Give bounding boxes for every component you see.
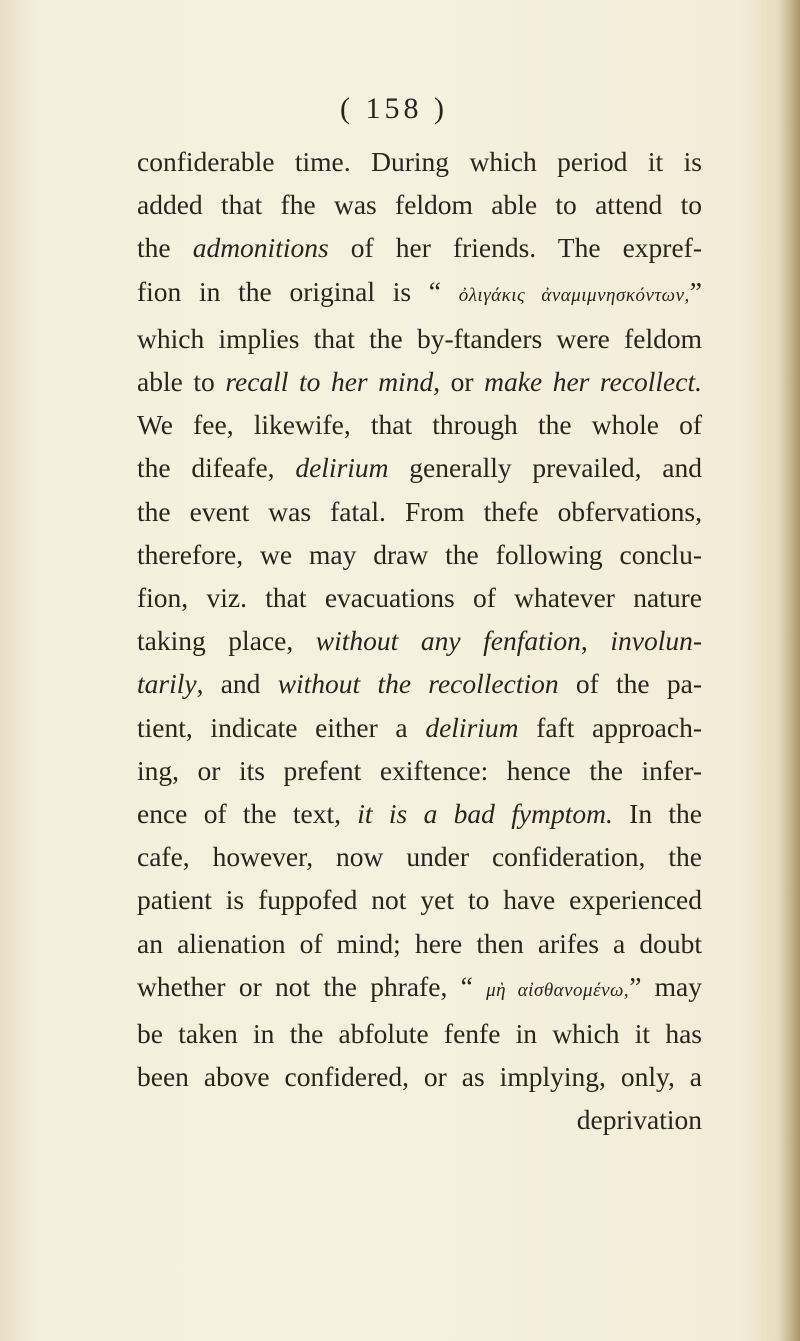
text-line [137, 922, 702, 965]
text-run: ing, or its prefent exiftence: hence the infer- [137, 754, 702, 786]
text-line [137, 662, 702, 705]
body-paragraph [137, 140, 702, 1142]
text-run: We fee, likewife, that through the whole of [137, 409, 702, 441]
text-run: , and [196, 668, 278, 700]
text-run: the [137, 232, 193, 264]
text-line [137, 749, 702, 792]
text-run: been above confidered, or as implying, only, a [137, 1061, 702, 1093]
text-run: confiderable time. During which period it is [137, 146, 702, 177]
text-run: ” may [629, 970, 702, 1002]
text-run: the difeafe, [137, 452, 296, 484]
text-run: faft approach- [518, 711, 702, 743]
text-run: deprivation [576, 1104, 702, 1136]
text-line [137, 1012, 702, 1055]
text-line [137, 965, 702, 1012]
text-line [137, 619, 702, 662]
text-run: taking place, [137, 625, 316, 657]
text-run: which implies that the by-ftanders were feldom [137, 322, 702, 354]
text-run: fion in the original is “ [137, 275, 459, 307]
text-run: tient, indicate either a [137, 711, 426, 743]
text-line [137, 360, 702, 403]
text-run: ” [689, 275, 702, 307]
italic-run: make her recollect. [484, 366, 702, 398]
italic-run: delirium [425, 711, 519, 743]
text-line [137, 878, 702, 921]
italic-run: involun- [610, 625, 702, 657]
text-run: generally prevailed, and [388, 452, 703, 484]
italic-run: tarily [137, 668, 197, 700]
text-line [137, 317, 702, 360]
text-run: patient is fuppofed not yet to have experienced [137, 884, 702, 916]
text-run: ence of the text, [137, 798, 358, 830]
text-line [137, 706, 702, 749]
text-line [137, 490, 702, 533]
italic-run: without the recollection [277, 668, 559, 700]
italic-run: without any fenfation [315, 625, 581, 657]
text-run: cafe, however, now under confideration, the [137, 841, 702, 873]
text-line [137, 533, 702, 576]
greek-phrase: μὴ αἰσθανομένω, [486, 979, 630, 1001]
italic-run: delirium [295, 452, 389, 484]
text-line [137, 140, 702, 183]
italic-run: admonitions [192, 232, 329, 264]
text-line [137, 183, 702, 226]
text-run: fion, viz. that evacuations of whatever nature [137, 582, 702, 614]
text-line [137, 403, 702, 446]
text-run: added that fhe was feldom able to attend to [137, 189, 702, 221]
text-run: of her friends. The expref- [328, 232, 702, 264]
text-run: the event was fatal. From thefe obfervations, [137, 495, 702, 527]
catchword [137, 1098, 702, 1141]
text-line [137, 270, 702, 317]
text-line [137, 576, 702, 619]
text-run: be taken in the abfolute fenfe in which it has [137, 1018, 702, 1050]
text-run: able to [137, 366, 226, 398]
text-line [137, 226, 702, 269]
text-run: , [580, 625, 611, 657]
italic-run: recall to her mind [225, 366, 434, 398]
text-line [137, 1055, 702, 1098]
text-run: In the [612, 798, 702, 830]
text-run: , or [433, 366, 485, 398]
page-number: ( 158 ) [340, 92, 448, 125]
italic-run: it is a bad fymptom. [357, 798, 613, 830]
text-line [137, 792, 702, 835]
text-run: whether or not the phrafe, “ [137, 970, 487, 1002]
text-run: of the pa- [558, 668, 702, 700]
greek-phrase: ὀλιγάκις ἀναμιμνησκόντων, [458, 284, 690, 306]
text-line [137, 835, 702, 878]
text-run: an alienation of mind; here then arifes a doubt [137, 927, 702, 959]
text-line [137, 446, 702, 489]
text-run: therefore, we may draw the following conclu- [137, 538, 702, 570]
